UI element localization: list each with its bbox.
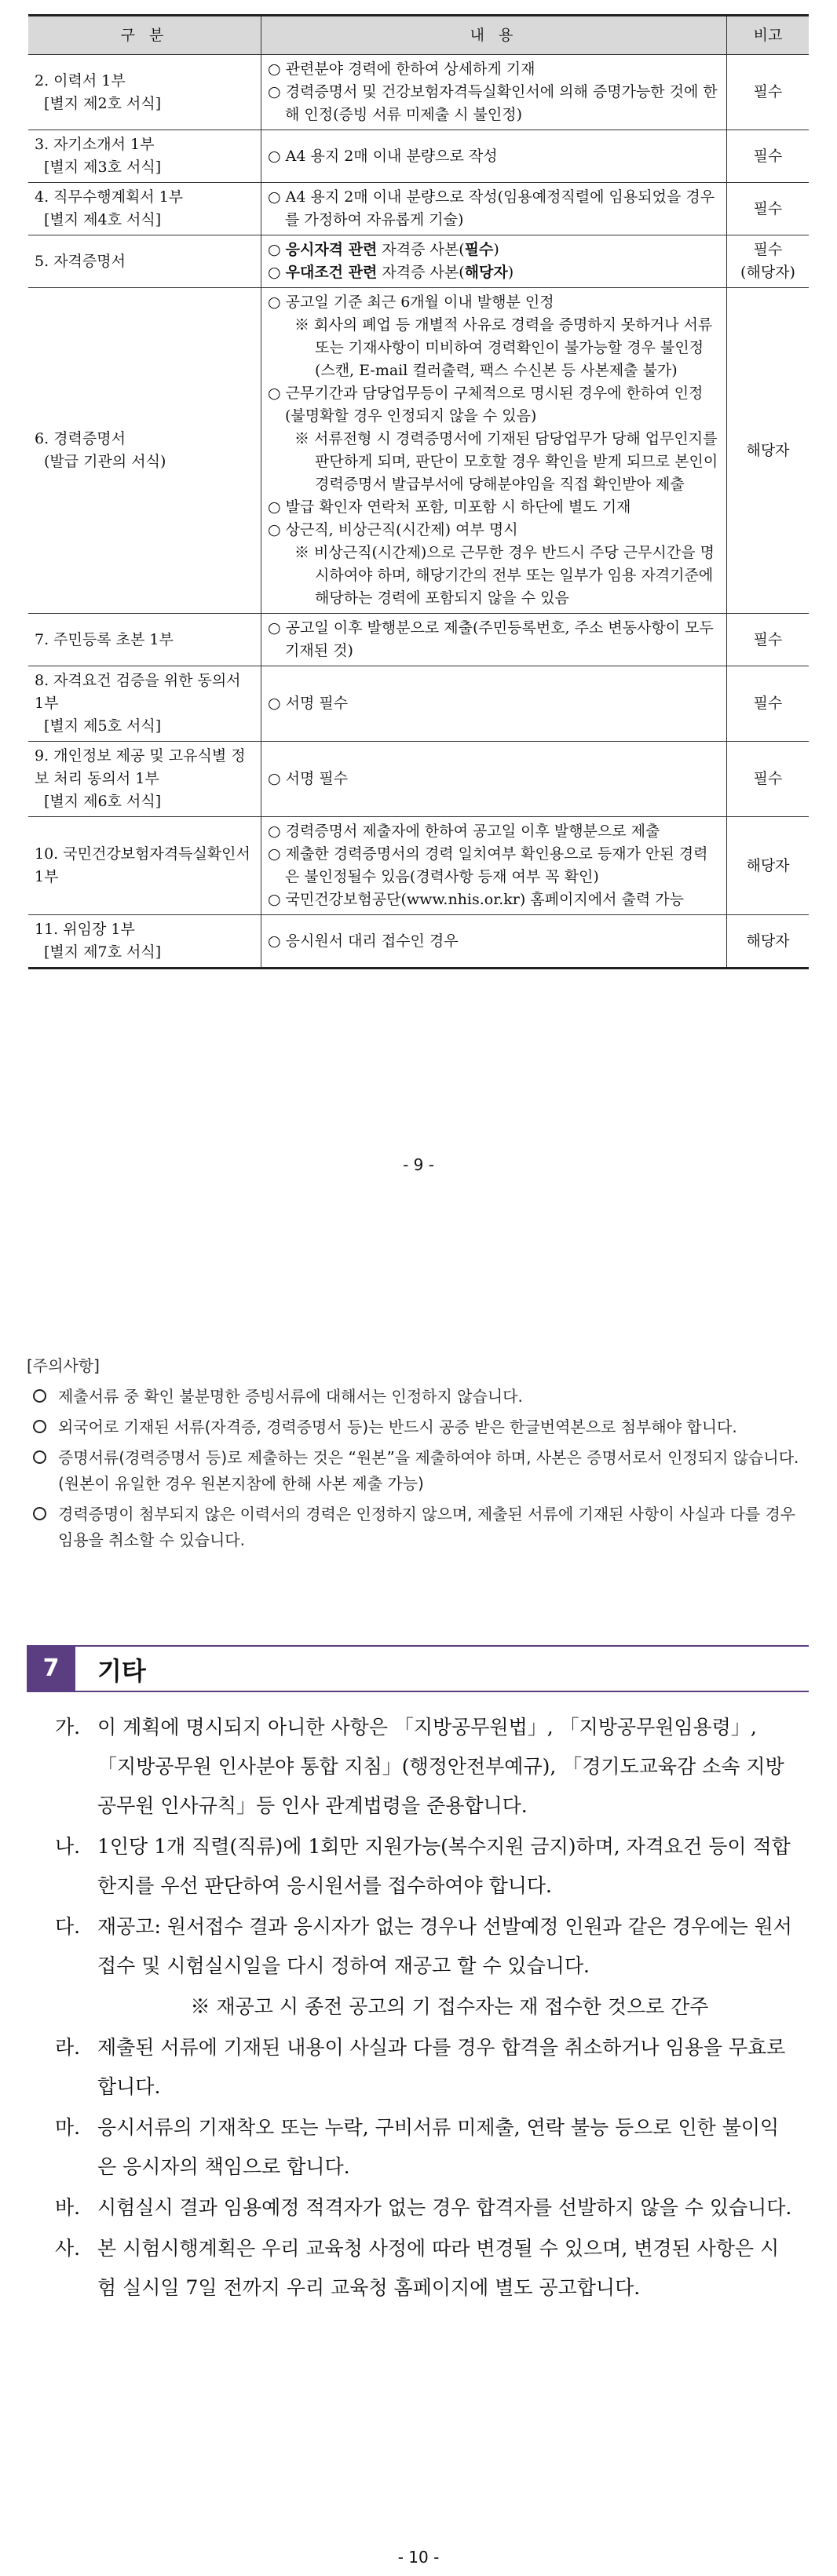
doc-item: ○ 경력증명서 제출자에 한하여 공고일 이후 발행분으로 제출 <box>268 823 660 840</box>
header-note: 비고 <box>727 16 810 55</box>
list-item-remark: ※ 재공고 시 종전 공고의 기 접수자는 재 접수한 것으로 간주 <box>190 1995 709 2018</box>
doc-note: 필수 <box>727 130 810 183</box>
doc-form: (발급 기관의 서식) <box>44 453 166 470</box>
circle-bullet-icon <box>33 1507 46 1520</box>
table-header-row <box>28 16 809 55</box>
section-title: 기타 <box>97 1656 146 1686</box>
circle-bullet-icon <box>33 1389 46 1403</box>
doc-item: ○ 근무기간과 담당업무등이 구체적으로 명시된 경우에 한하여 인정(불명확할 경우 인정되지 않을 수 있음) <box>268 385 704 425</box>
table-row <box>28 130 809 183</box>
page-number: - 9 - <box>403 1155 434 1174</box>
doc-remark: ※ 서류전형 시 경력증명서에 기재된 담당업무가 당해 업무인지를 판단하게 되며, 판단이 모호할 경우 확인을 받게 되므로 본인이 경력증명서 발급부서에 당해분야임을 직접 확인받아 제출 <box>294 430 718 493</box>
table-row <box>28 55 809 130</box>
table-row <box>28 614 809 666</box>
doc-name: 8. 자격요건 검증을 위한 동의서 1부 <box>35 672 241 712</box>
doc-item: ○ 발급 확인자 연락처 포함, 미포함 시 하단에 별도 기재 <box>268 498 631 516</box>
caution-title: [주의사항] <box>27 1356 100 1375</box>
table-row <box>28 915 809 969</box>
page-number: - 10 - <box>397 2548 440 2567</box>
doc-note: 필수 <box>753 241 783 258</box>
doc-remark: ※ 비상근직(시간제)으로 근무한 경우 반드시 주당 근무시간을 명시하여야 하며, 해당기간의 전부 또는 일부가 임용 자격기준에 해당하는 경력에 포함되지 않을 수 있음 <box>294 544 715 607</box>
doc-note: 해당자 <box>727 817 810 915</box>
required-documents-table <box>28 14 809 969</box>
header-content: 내 용 <box>261 16 727 55</box>
doc-item: ○ 공고일 이후 발행분으로 제출(주민등록번호, 주소 변동사항이 모두 기재된 것) <box>268 619 714 659</box>
doc-name: 9. 개인정보 제공 및 고유식별 정보 처리 동의서 1부 <box>35 747 246 787</box>
table-row <box>28 183 809 235</box>
table-row <box>28 742 809 817</box>
doc-note: 필수 <box>727 183 810 235</box>
doc-item: ○ 우대조건 관련 자격증 사본(해당자) <box>268 264 514 281</box>
doc-item: ○ 관련분야 경력에 한하여 상세하게 기재 <box>268 60 535 78</box>
doc-note: 필수 <box>727 742 810 817</box>
doc-name: 7. 주민등록 초본 1부 <box>35 630 174 648</box>
doc-form: [별지 제5호 서식] <box>44 717 162 735</box>
list-item: 사. 본 시험시행계획은 우리 교육청 사정에 따라 변경될 수 있으며, 변경된 사항은 시험 실시일 7일 전까지 우리 교육청 홈페이지에 별도 공고합니다. <box>55 2237 780 2299</box>
doc-item: ○ 서명 필수 <box>268 770 349 787</box>
list-item: 마. 응시서류의 기재착오 또는 누락, 구비서류 미제출, 연락 불능 등으로 인한 불이익은 응시자의 책임으로 합니다. <box>55 2116 780 2178</box>
section-rule-top <box>75 1645 809 1647</box>
section-number: 7 <box>27 1645 75 1692</box>
doc-note-optional: (해당자) <box>740 264 795 281</box>
doc-note: 해당자 <box>727 915 810 969</box>
doc-item: ○ A4 용지 2매 이내 분량으로 작성 <box>268 147 498 165</box>
table-row <box>28 817 809 915</box>
doc-item: ○ 응시원서 대리 접수인 경우 <box>268 932 459 950</box>
doc-form: [별지 제2호 서식] <box>44 94 162 112</box>
etc-list <box>55 1708 797 2309</box>
doc-note: 해당자 <box>727 288 810 614</box>
doc-note: 필수 <box>727 614 810 666</box>
header-category: 구 분 <box>28 16 261 55</box>
doc-item: ○ 상근직, 비상근직(시간제) 여부 명시 <box>268 521 518 538</box>
table-row <box>28 666 809 742</box>
doc-name: 3. 자기소개서 1부 <box>35 136 155 153</box>
doc-name: 6. 경력증명서 <box>35 430 126 447</box>
doc-item: ○ 제출한 경력증명서의 경력 일치여부 확인용으로 등재가 안된 경력은 불인정될수 있음(경력사항 등재 여부 꼭 확인) <box>268 845 708 885</box>
doc-form: [별지 제3호 서식] <box>44 159 162 176</box>
doc-item: ○ 경력증명서 및 건강보험자격득실확인서에 의해 증명가능한 것에 한해 인정(증빙 서류 미제출 시 불인정) <box>268 83 718 123</box>
doc-name: 5. 자격증명서 <box>35 252 126 270</box>
table-row <box>28 235 809 288</box>
list-item: 바. 시험실시 결과 임용예정 적격자가 없는 경우 합격자를 선발하지 않을 수 있습니다. <box>55 2196 792 2219</box>
circle-bullet-icon <box>33 1420 46 1433</box>
list-item: 가. 이 계획에 명시되지 아니한 사항은 「지방공무원법」, 「지방공무원임용령」, 「지방공무원 인사분야 통합 지침」(행정안전부예규), 「경기도교육감 소속 지방공무원 인사규칙」등 인사 관계법령을 준용합니다. <box>55 1716 784 1817</box>
doc-item: ○ 서명 필수 <box>268 695 349 712</box>
doc-name: 11. 위임장 1부 <box>35 921 135 938</box>
list-item: 다. 재공고: 원서접수 결과 응시자가 없는 경우나 선발예정 인원과 같은 경우에는 원서접수 및 시험실시일을 다시 정하여 재공고 할 수 있습니다. <box>55 1915 792 1977</box>
doc-item: ○ 응시자격 관련 자격증 사본(필수) <box>268 241 499 258</box>
section-rule-bottom <box>75 1691 809 1692</box>
doc-item: ○ 국민건강보험공단(www.nhis.or.kr) 홈페이지에서 출력 가능 <box>268 891 684 908</box>
doc-item: ○ A4 용지 2매 이내 분량으로 작성(임용예정직렬에 임용되었을 경우를 가정하여 자유롭게 기술) <box>268 188 715 228</box>
doc-form: [별지 제4호 서식] <box>44 211 162 228</box>
doc-note: 필수 <box>727 55 810 130</box>
doc-form: [별지 제7호 서식] <box>44 943 162 961</box>
caution-item: 경력증명이 첨부되지 않은 이력서의 경력은 인정하지 않으며, 제출된 서류에 기재된 사항이 사실과 다를 경우 임용을 취소할 수 있습니다. <box>27 1501 809 1553</box>
caution-item: 제출서류 중 확인 불분명한 증빙서류에 대해서는 인정하지 않습니다. <box>27 1384 809 1410</box>
caution-item: 외국어로 기재된 서류(자격증, 경력증명서 등)는 반드시 공증 받은 한글번역본으로 첨부해야 합니다. <box>27 1414 809 1440</box>
section-header <box>27 1645 809 1692</box>
doc-name: 4. 직무수행계획서 1부 <box>35 188 184 206</box>
list-item: 나. 1인당 1개 직렬(직류)에 1회만 지원가능(복수지원 금지)하며, 자격요건 등이 적합한지를 우선 판단하여 응시원서를 접수하여야 합니다. <box>55 1835 791 1897</box>
doc-name: 2. 이력서 1부 <box>35 71 126 89</box>
circle-bullet-icon <box>33 1450 46 1464</box>
doc-form: [별지 제6호 서식] <box>44 793 162 810</box>
caution-notes <box>27 1353 809 1558</box>
table-row <box>28 288 809 614</box>
doc-remark: ※ 회사의 폐업 등 개별적 사유로 경력을 증명하지 못하거나 서류 또는 기재사항이 미비하여 경력확인이 불가능할 경우 불인정 (스캔, E-mail 컬러출력, 팩스 수신본 등 사본제출 불가) <box>294 316 713 379</box>
doc-item: ○ 공고일 기준 최근 6개월 이내 발행분 인정 <box>268 294 554 311</box>
doc-note: 필수 <box>727 666 810 742</box>
doc-name: 10. 국민건강보험자격득실확인서 1부 <box>35 845 250 885</box>
list-item: 라. 제출된 서류에 기재된 내용이 사실과 다를 경우 합격을 취소하거나 임용을 무효로 합니다. <box>55 2036 786 2098</box>
caution-item: 증명서류(경력증명서 등)로 제출하는 것은 “원본”을 제출하여야 하며, 사본은 증명서로서 인정되지 않습니다.(원본이 유일한 경우 원본지참에 한해 사본 제출 가능) <box>27 1445 809 1497</box>
